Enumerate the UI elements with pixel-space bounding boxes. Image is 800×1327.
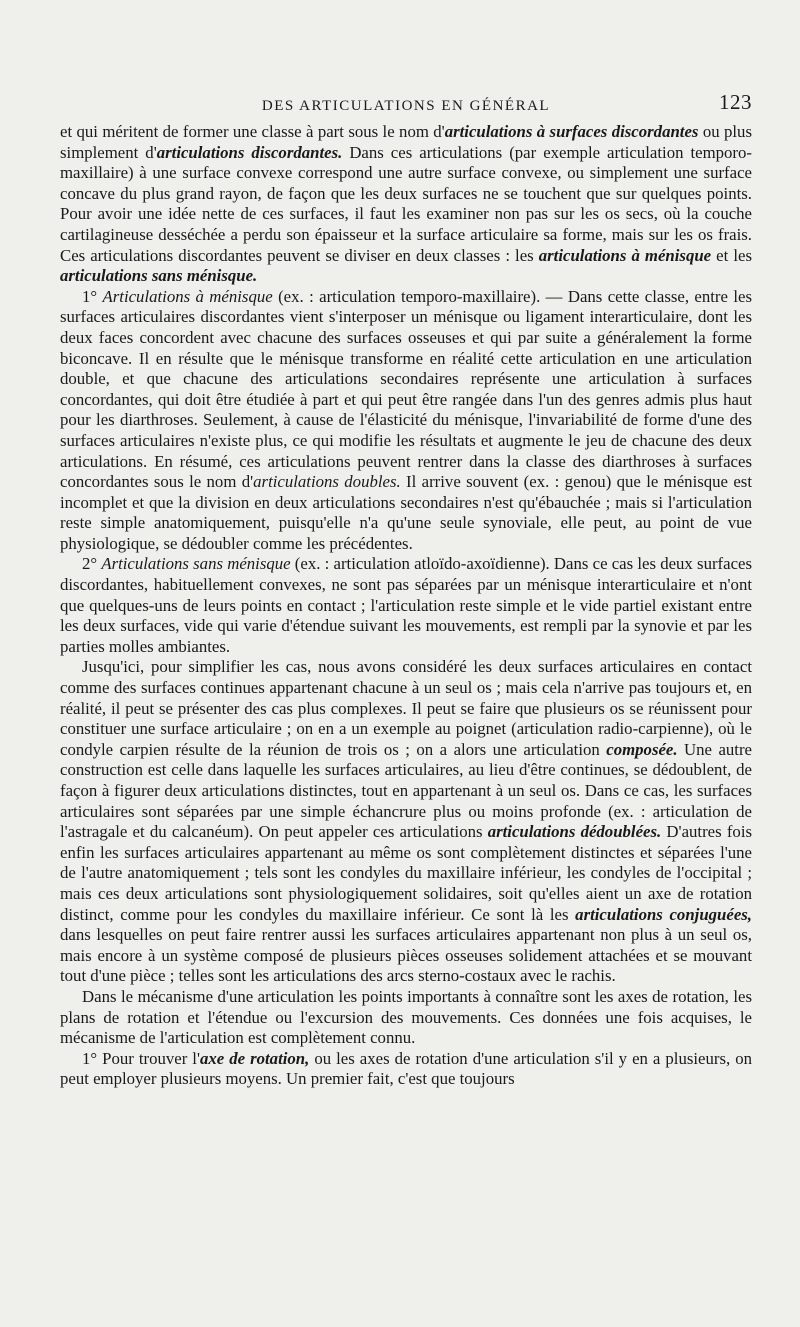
emphasized-term: articulations à surfaces discordantes [444,122,699,141]
text-run: ou les axes de rotation d'une articulation s'il y en a plusieurs, on peut employer plusieurs moyens. Un premier fait, c'est que toujours [60,1048,752,1089]
emphasized-term: articulations sans ménisque. [60,266,258,286]
text-run: (ex. : articulation atloïdo-axoïdienne). Dans ce cas les deux surfaces discordantes, habituellement convexes, ne sont pas séparées par un ménisque interarticulaire et n'ont que quelques-uns de leurs points en contact ; l'articulation reste simple et le vide partiel existant entre les deux surfaces, vide qui varie d'étendue suivant les mouvements, est rempli par la synovie et par les parties molles ambiantes. [60,554,753,656]
emphasized-term: Articulations à ménisque [102,286,273,306]
running-title: DES ARTICULATIONS EN GÉNÉRAL [261,98,551,114]
emphasized-term: articulations doubles. [253,472,401,492]
text-run: D'autres fois enfin les surfaces articulaires appartenant au même os sont complètement distinctes et séparées l'une de l'autre anatomiquement ; tels sont les condyles du maxillaire inférieur, les condyles de l'occipital ; mais ces deux articulations sont physiologiquement solidaires, soit qu'elles aient un axe de rotation distinct, comme pour les condyles du maxillaire inférieur. Ce sont là les [60,822,753,924]
text-run: Une autre construction est celle dans laquelle les surfaces articulaires, au lieu d'être continues, se dédoublent, de façon à figurer deux articulations distinctes, tout en appartenant à un seul os. Dans ce cas, les surfaces articulaires sont séparées par une simple échancrure plus ou moins profonde (ex. : articulation de l'astragale et du calcanéum). On peut appeler ces articulations [60,739,753,842]
text-run: (ex. : articulation temporo-maxillaire). — Dans cette classe, entre les surfaces articulaires discordantes vient s'interposer un ménisque ou ligament interarticulaire, dont les deux faces concordent avec chacune des surfaces osseuses et qui par suite a généralement la forme biconcave. Il en résulte que le ménisque transforme en réalité cette articulation en une articulation double, et que chacune des articulations secondaires représente une articulation à surfaces concordantes, qui doit être étudiée à part et qui peut être rangée dans l'un des genres admis plus haut pour les diarthroses. Seulement, à cause de l'élasticité du ménisque, l'invariabilité de forme d'une des surfaces articulaires n'existe plus, ce qui modifie les résultats et augmente le jeu de chacune des deux articulations. En résumé, ces articulations peuvent rentrer dans la classe des diarthroses à surfaces concordantes sous le nom d' [60,286,752,492]
text-run: 1° [82,286,103,306]
text-run: 1° Pour trouver l' [82,1048,200,1068]
text-run: et les [711,245,752,265]
emphasized-term: composée. [606,739,678,759]
text-run: et qui méritent de former une classe à part sous le nom d' [60,122,445,141]
body-text [60,122,752,1090]
paragraph [60,287,752,555]
paragraph [60,987,752,1049]
page-number: 123 [719,90,752,114]
paragraph [60,554,752,657]
emphasized-term: axe de rotation, [200,1048,310,1068]
text-run: Dans ces articulations (par exemple articulation temporo-maxillaire) à une surface convexe correspond une autre surface convexe, ou simplement une surface concave du plus grand rayon, de façon que les deux surfaces ne se touchent que sur quelques points. Pour avoir une idée nette de ces surfaces, il faut les examiner non pas sur les os secs, où la couche cartilagineuse desséchée a perdu son épaisseur et la surface articulaire sa forme, mais sur les os frais. Ces articulations discordantes peuvent se diviser en deux classes : les [60,142,752,265]
emphasized-term: articulations dédoublées. [487,822,662,842]
paragraph [60,122,752,287]
emphasized-term: articulations à ménisque [538,245,712,265]
running-head [60,90,752,120]
paragraph [60,657,752,987]
paragraph [60,1049,752,1090]
emphasized-term: articulations conjuguées, [575,904,753,924]
text-run: ou plus simplement d' [60,122,752,162]
text-run: Dans le mécanisme d'une articulation les points importants à connaître sont les axes de rotation, les plans de rotation et l'étendue ou l'excursion des mouvements. Ces données une fois acquises, le mécanisme de l'articulation est complètement connu. [60,986,752,1048]
text-run: dans lesquelles on peut faire rentrer aussi les surfaces articulaires appartenant non plus à un seul os, mais encore à un système composé de plusieurs pièces osseuses solidement attachées et se mouvant tout d'une pièce ; telles sont les articulations des arcs sterno-costaux avec le rachis. [60,925,752,986]
emphasized-term: Articulations sans ménisque [101,554,291,574]
text-run: 2° [82,554,102,574]
text-run: Jusqu'ici, pour simplifier les cas, nous avons considéré les deux surfaces articulaires en contact comme des surfaces continues appartenant chacune à un seul os ; mais cela n'arrive pas toujours et, en réalité, il peut se présenter des cas plus complexes. Il peut se faire que plusieurs os se réunissent pour constituer une surface articulaire ; on en a un exemple au poignet (articulation radio-carpienne), où le condyle carpien résulte de la réunion de trois os ; on a alors une articulation [60,657,752,759]
emphasized-term: articulations discordantes. [156,142,343,162]
text-run: Il arrive souvent (ex. : genou) que le ménisque est incomplet et que la division en deux articulations secondaires n'est qu'ébauchée ; mais si l'articulation reste simple anatomiquement, puisqu'elle n'a qu'une seule synoviale, elle peut, au point de vue physiologique, se dédoubler comme les précédentes. [60,472,752,553]
